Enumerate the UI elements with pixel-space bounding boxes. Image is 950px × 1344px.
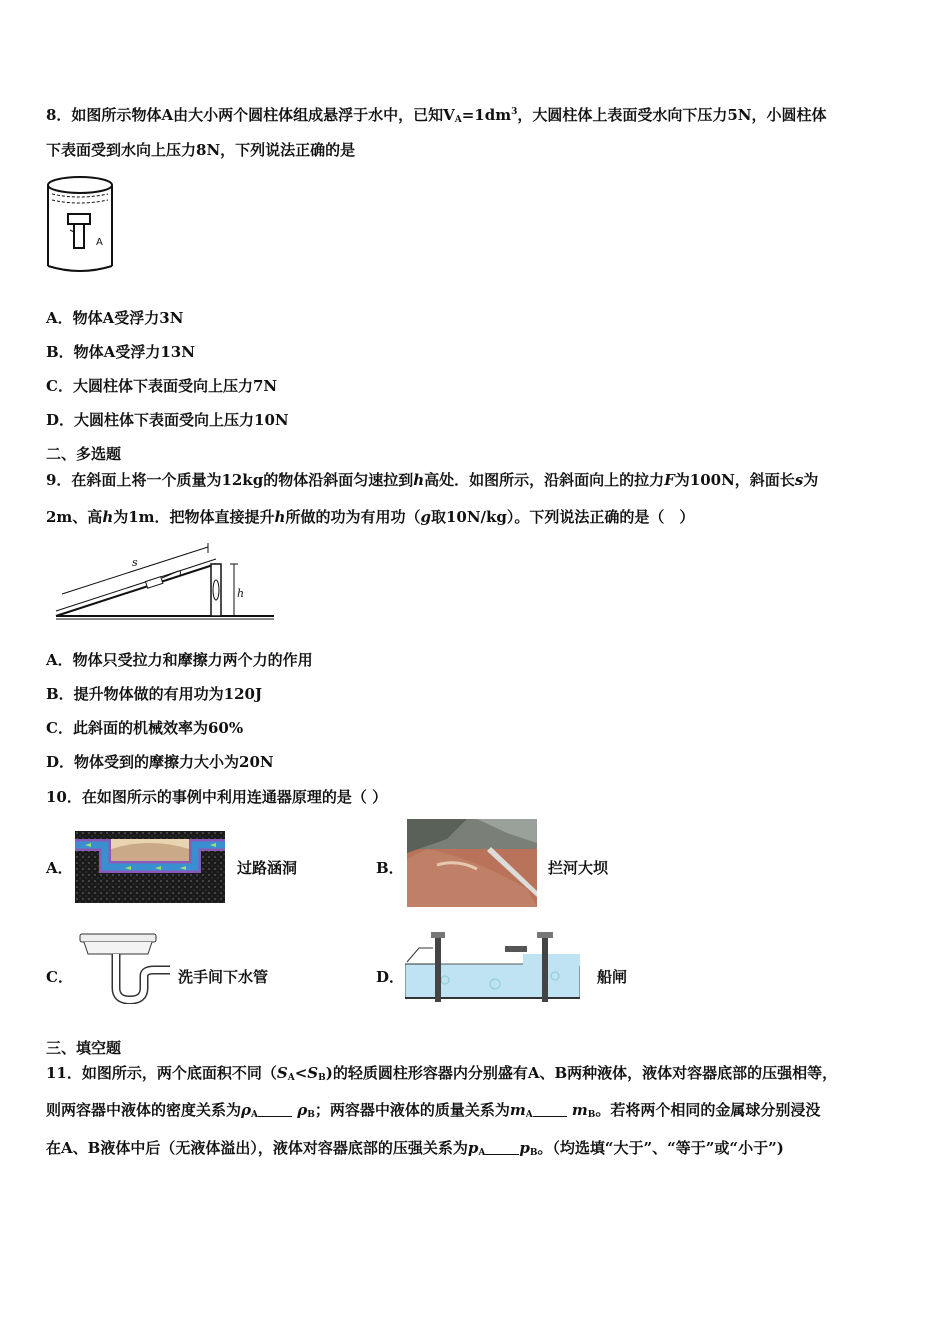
q9-option-b[interactable]: B．提升物体做的有用功为120J [46, 685, 263, 703]
q11-blank-mass[interactable] [533, 1102, 567, 1117]
q11-stem-line2: 则两容器中液体的密度关系为$\rho_A$ $\rho_B$；两容器中液体的质量关系为$m_A$ $m_B$。若将两个相同的金属球分别浸没 [46, 1101, 821, 1120]
q10-option-d-letter[interactable]: D． [376, 968, 405, 986]
q10-option-d-caption: 船闸 [597, 968, 628, 986]
q8-option-b[interactable]: B．物体A受浮力13N [46, 343, 195, 361]
q8-figure-label: A [96, 237, 103, 248]
q10-option-c-letter[interactable]: C． [46, 968, 73, 986]
q10-stem: 10．在如图所示的事例中利用连通器原理的是（ ） [46, 788, 388, 806]
q9-option-a[interactable]: A．物体只受拉力和摩擦力两个力的作用 [46, 651, 313, 669]
q9-stem-line1: 9．在斜面上将一个质量为12kg的物体沿斜面匀速拉到h高处．如图所示，沿斜面向上的拉力F为100N，斜面长s为 [46, 471, 819, 489]
q10-option-a-caption: 过路涵洞 [237, 859, 298, 877]
q10-option-c-caption: 洗手间下水管 [178, 968, 269, 986]
q8-option-a[interactable]: A．物体A受浮力3N [46, 309, 184, 327]
section-2-heading: 二、多选题 [46, 445, 122, 463]
q8-option-d[interactable]: D．大圆柱体下表面受向上压力10N [46, 411, 289, 429]
q9-figure-h-label: h [237, 587, 245, 600]
q10-ship-lock-image [405, 928, 580, 1006]
q10-option-a-letter[interactable]: A． [46, 859, 73, 877]
q9-option-d[interactable]: D．物体受到的摩擦力大小为20N [46, 753, 274, 771]
q11-stem-line1: 11．如图所示，两个底面积不同$(S_A<S_B)$的轻质圆柱形容器内分别盛有A、B两种液体，液体对容器底部的压强相等， [46, 1064, 838, 1083]
section-3-heading: 三、填空题 [46, 1039, 122, 1057]
q10-sink-pipe-image [78, 930, 178, 1004]
q10-option-b-letter[interactable]: B． [376, 859, 404, 877]
q8-stem-line2: 下表面受到水向上压力8N，下列说法正确的是 [46, 141, 356, 159]
q10-culvert-image [75, 831, 225, 903]
q9-incline-figure [48, 542, 278, 622]
q11-blank-pressure[interactable] [485, 1140, 519, 1155]
q11-blank-density[interactable] [258, 1102, 292, 1117]
q9-figure-s-label: s [132, 556, 138, 569]
q10-option-b-caption: 拦河大坝 [548, 859, 609, 877]
q9-stem-line2: 2m、高h为1m．把物体直接提升h所做的功为有用功（g取10N/kg）。下列说法正确的是（ ） [46, 508, 695, 526]
q8-option-c[interactable]: C．大圆柱体下表面受向上压力7N [46, 377, 278, 395]
q11-stem-line3: 在A、B液体中后（无液体溢出），液体对容器底部的压强关系为$p_A$ $p_B$。（均选填“大于”、“等于”或“小于”) [46, 1139, 784, 1158]
q9-option-c[interactable]: C．此斜面的机械效率为60% [46, 719, 244, 737]
q8-container-figure [46, 172, 116, 274]
q10-dam-image [407, 819, 537, 907]
q8-stem-line1: 8．如图所示物体A由大小两个圆柱体组成悬浮于水中，已知$V_A=1dm^3$，大圆柱体上表面受水向下压力5N，小圆柱体 [46, 106, 827, 125]
